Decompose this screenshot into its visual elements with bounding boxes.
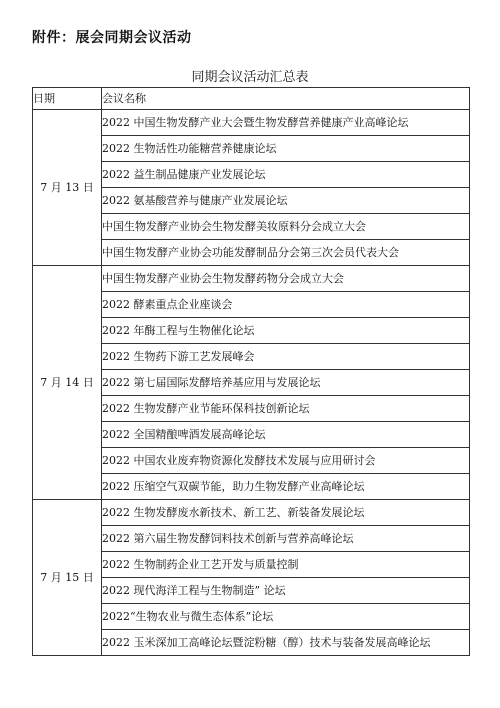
meeting-name-cell: 2022“生物农业与微生态体系”论坛 <box>102 604 470 630</box>
meeting-name-cell: 2022 玉米深加工高峰论坛暨淀粉糖（醇）技术与装备发展高峰论坛 <box>102 630 470 656</box>
date-column-header: 日期 <box>33 88 102 110</box>
meeting-name-cell: 中国生物发酵产业协会功能发酵制品分会第三次会员代表大会 <box>102 240 470 266</box>
meeting-name-cell: 2022 生物发酵产业节能环保科技创新论坛 <box>102 396 470 422</box>
date-cell: 7 月 15 日 <box>33 500 102 656</box>
name-column-header: 会议名称 <box>102 88 470 110</box>
table-row <box>33 500 470 526</box>
date-cell: 7 月 13 日 <box>33 110 102 266</box>
meeting-name-cell: 2022 益生制品健康产业发展论坛 <box>102 162 470 188</box>
date-cell: 7 月 14 日 <box>33 266 102 500</box>
meeting-name-cell: 2022 生物活性功能糖营养健康论坛 <box>102 136 470 162</box>
meeting-name-cell: 2022 全国精酿啤酒发展高峰论坛 <box>102 422 470 448</box>
meeting-name-cell: 2022 中国生物发酵产业大会暨生物发酵营养健康产业高峰论坛 <box>102 110 470 136</box>
meeting-name-cell: 2022 压缩空气双碳节能，助力生物发酵产业高峰论坛 <box>102 474 470 500</box>
table-header-row <box>33 88 470 110</box>
table-body <box>33 110 470 656</box>
meeting-name-cell: 2022 生物发酵废水新技术、新工艺、新装备发展论坛 <box>102 500 470 526</box>
meeting-name-cell: 2022 生物制药企业工艺开发与质量控制 <box>102 552 470 578</box>
meeting-name-cell: 2022 第六届生物发酵饲料技术创新与营养高峰论坛 <box>102 526 470 552</box>
meeting-name-cell: 2022 中国农业废弃物资源化发酵技术发展与应用研讨会 <box>102 448 470 474</box>
table-title: 同期会议活动汇总表 <box>191 70 309 85</box>
meeting-name-cell: 2022 第七届国际发酵培养基应用与发展论坛 <box>102 370 470 396</box>
table-row <box>33 266 470 292</box>
meeting-name-cell: 中国生物发酵产业协会生物发酵药物分会成立大会 <box>102 266 470 292</box>
meeting-name-cell: 2022 现代海洋工程与生物制造” 论坛 <box>102 578 470 604</box>
meeting-summary-table <box>32 87 470 656</box>
meeting-name-cell: 2022 氨基酸营养与健康产业发展论坛 <box>102 188 470 214</box>
table-row <box>33 110 470 136</box>
meeting-name-cell: 2022 酵素重点企业座谈会 <box>102 292 470 318</box>
meeting-name-cell: 2022 生物药下游工艺发展峰会 <box>102 344 470 370</box>
meeting-name-cell: 2022 年酶工程与生物催化论坛 <box>102 318 470 344</box>
attachment-title: 附件：展会同期会议活动 <box>32 30 192 46</box>
meeting-name-cell: 中国生物发酵产业协会生物发酵美妆原料分会成立大会 <box>102 214 470 240</box>
